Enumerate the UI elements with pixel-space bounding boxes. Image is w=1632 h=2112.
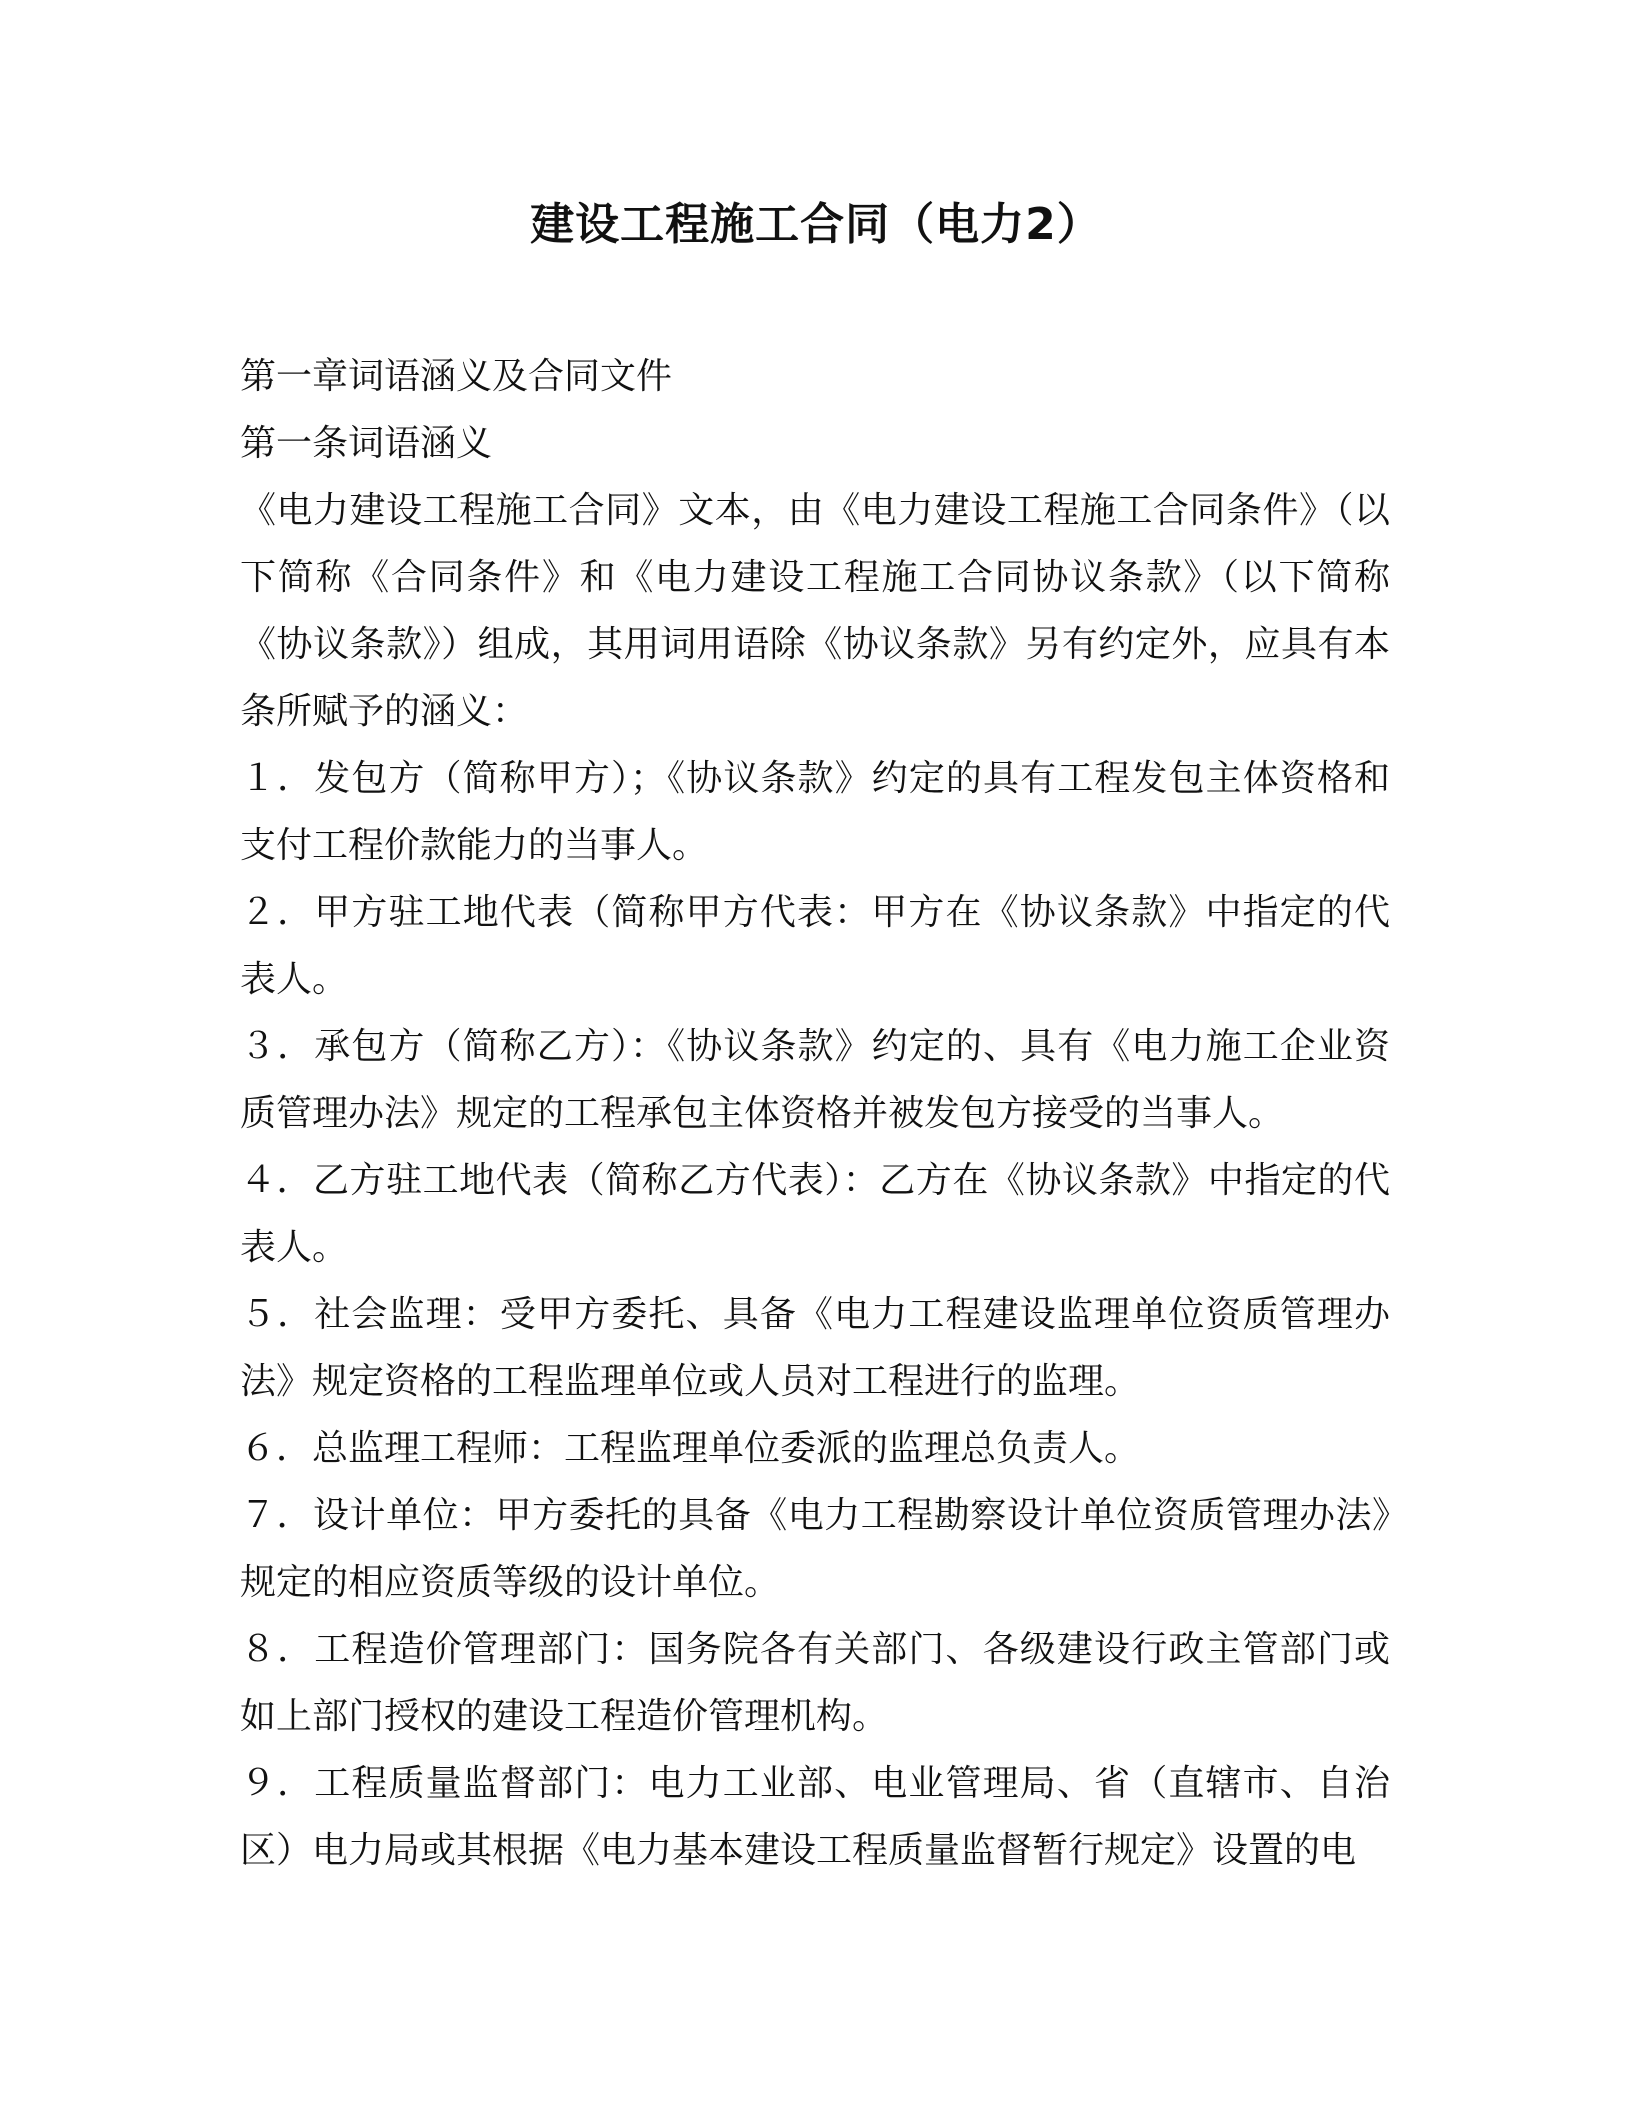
definition-item: ２．甲方驻工地代表（简称甲方代表：甲方在《协议条款》中指定的代表人。 <box>240 892 1390 1000</box>
definition-item: ８．工程造价管理部门：国务院各有关部门、各级建设行政主管部门或如上部门授权的建设工程造价管理机构。 <box>240 1629 1390 1737</box>
definition-item: ７．设计单位：甲方委托的具备《电力工程勘察设计单位资质管理办法》规定的相应资质等级的设计单位。 <box>240 1495 1390 1603</box>
definition-item: ９．工程质量监督部门：电力工业部、电业管理局、省（直辖市、自治区）电力局或其根据《电力基本建设工程质量监督暂行规定》设置的电 <box>240 1763 1390 1871</box>
document-body <box>240 343 1390 1884</box>
definition-item: １．发包方（简称甲方）；《协议条款》约定的具有工程发包主体资格和支付工程价款能力的当事人。 <box>240 758 1390 866</box>
chapter-heading: 第一章词语涵义及合同文件 <box>240 356 673 397</box>
definition-item: ６．总监理工程师：工程监理单位委派的监理总负责人。 <box>240 1428 1141 1469</box>
definition-item: ３．承包方（简称乙方）：《协议条款》约定的、具有《电力施工企业资质管理办法》规定的工程承包主体资格并被发包方接受的当事人。 <box>240 1026 1390 1134</box>
document-title: 建设工程施工合同（电力2） <box>530 199 1102 250</box>
body-paragraph: 《电力建设工程施工合同》文本，由《电力建设工程施工合同条件》（以下简称《合同条件》和《电力建设工程施工合同协议条款》（以下简称《协议条款》）组成，其用词用语除《协议条款》另有约定外，应具有本条所赋予的涵义： <box>240 490 1390 732</box>
definition-item: ４．乙方驻工地代表（简称乙方代表）：乙方在《协议条款》中指定的代表人。 <box>240 1160 1390 1268</box>
definition-item: ５．社会监理：受甲方委托、具备《电力工程建设监理单位资质管理办法》规定资格的工程监理单位或人员对工程进行的监理。 <box>240 1294 1390 1402</box>
article-heading: 第一条词语涵义 <box>240 423 493 464</box>
